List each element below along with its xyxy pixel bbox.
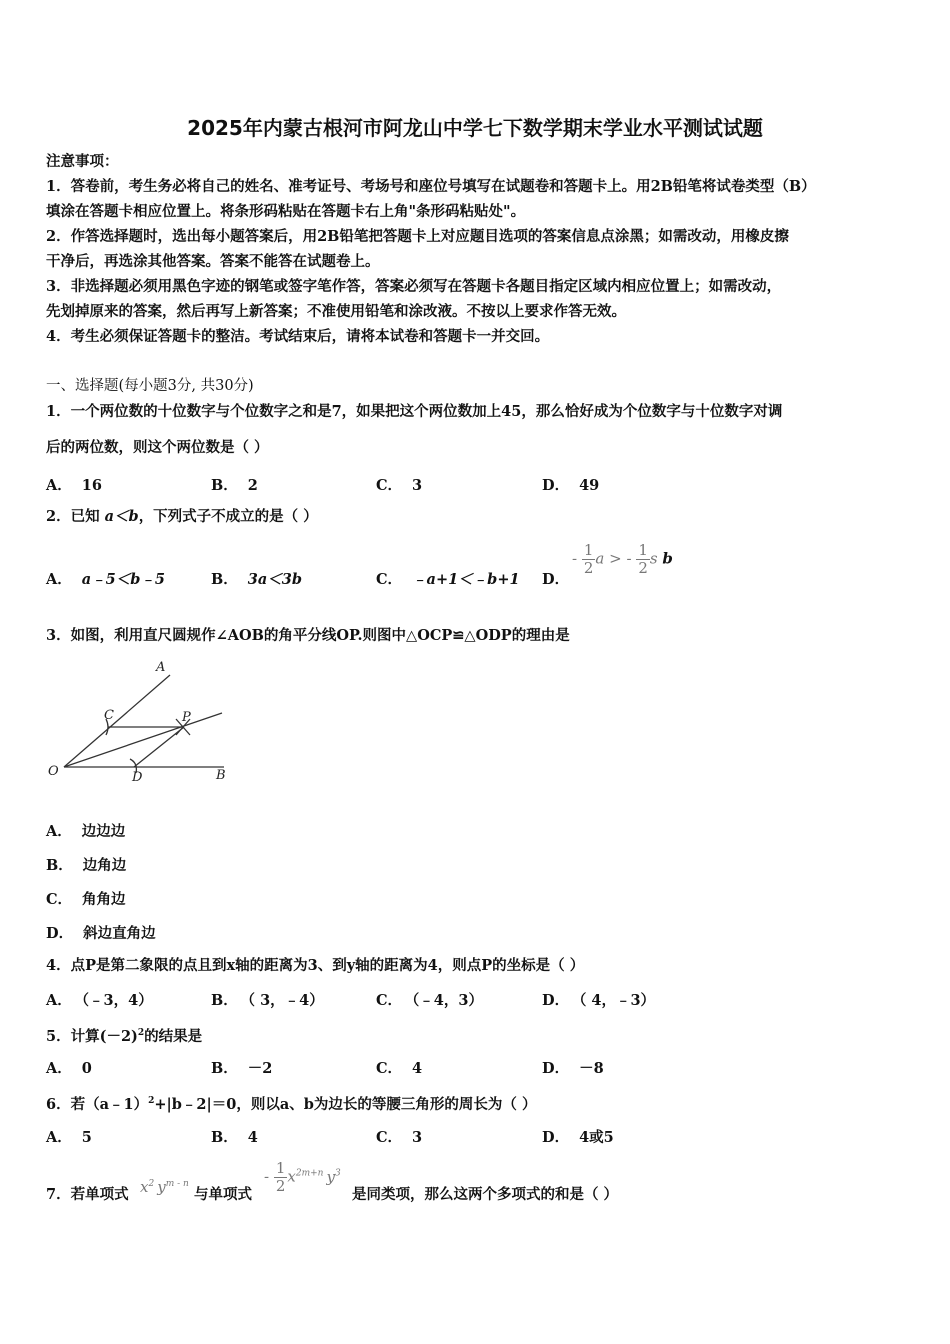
notice-line: 先划掉原来的答案，然后再写上新答案；不准使用铅笔和涂改液。不按以上要求作答无效。 <box>46 303 626 320</box>
q2-option-b: B． 3a＜3b <box>211 571 302 588</box>
notice-line: 填涂在答题卡相应位置上。将条形码粘贴在答题卡右上角"条形码粘贴处"。 <box>46 203 526 220</box>
q4-option-d: D． （ 4，﹣3） <box>542 992 656 1009</box>
segment-dp <box>134 727 184 767</box>
q7-monomial-1: $x^2$ $y^{m - n}$ <box>140 1178 189 1196</box>
label-o: O <box>48 764 59 779</box>
label-d: D <box>132 770 143 785</box>
question-2-stem: 2．已知 a＜b，下列式子不成立的是（ ） <box>46 508 318 525</box>
q3-option-d: D． 斜边直角边 <box>46 925 156 942</box>
q7-monomial-2: - $\frac{1}{2}$ $x^{2m+n}$ $y^3$ <box>264 1159 341 1195</box>
question-7-mid: 与单项式 <box>194 1186 252 1203</box>
section-heading: 一、选择题(每小题3分, 共30分) <box>46 378 254 394</box>
page-title: 2025年内蒙古根河市阿龙山中学七下数学期末学业水平测试试题 <box>187 116 763 140</box>
q5-option-a: A． 0 <box>46 1060 92 1077</box>
q6-option-a: A． 5 <box>46 1129 92 1146</box>
label-p: P <box>182 710 191 725</box>
ray-op <box>64 713 222 767</box>
notice-line: 4．考生必须保证答题卡的整洁。考试结束后，请将本试卷和答题卡一并交回。 <box>46 328 550 345</box>
q6-option-c: C． 3 <box>376 1129 423 1146</box>
question-6-stem: 6．若（a﹣1）$^2$+|b﹣2|＝0，则以a、b为边长的等腰三角形的周长为（ ） <box>46 1095 537 1113</box>
q2-option-d-math: - $\frac{1}{2}$ a > - $\frac{1}{2}$ s b <box>572 541 673 577</box>
q1-option-c: C． 3 <box>376 477 423 494</box>
q2-option-a: A． a﹣5＜b﹣5 <box>46 571 165 588</box>
q1-option-a: A． 16 <box>46 477 102 494</box>
q4-option-b: B． （ 3，﹣4） <box>211 992 324 1009</box>
q1-option-b: B． 2 <box>211 477 258 494</box>
question-1-line-2: 后的两位数，则这个两位数是（ ） <box>46 439 269 456</box>
q4-option-a: A． （﹣3，4） <box>46 992 153 1009</box>
ray-oa <box>64 675 170 767</box>
q2-option-c: C． ﹣a+1＜﹣b+1 <box>376 571 520 588</box>
question-5-stem: 5．计算$(-2)^2$的结果是 <box>46 1027 203 1045</box>
notice-line: 1．答卷前，考生务必将自己的姓名、准考证号、考场号和座位号填写在试题卷和答题卡上。用2B铅笔将试卷类型（B） <box>46 178 816 195</box>
q5-option-b: B． －2 <box>211 1060 273 1077</box>
notice-line: 3．非选择题必须用黑色字迹的钢笔或签字笔作答，答案必须写在答题卡各题目指定区域内相应位置上；如需改动， <box>46 278 782 295</box>
q1-option-d: D． 49 <box>542 477 600 494</box>
notice-heading: 注意事项： <box>46 153 119 170</box>
q4-option-c: C． （﹣4，3） <box>376 992 483 1009</box>
q3-option-b: B． 边角边 <box>46 857 127 874</box>
question-4-stem: 4．点P是第二象限的点且到x轴的距离为3、到y轴的距离为4，则点P的坐标是（ ） <box>46 957 585 974</box>
label-a: A <box>156 660 166 675</box>
q3-option-a: A． 边边边 <box>46 823 126 840</box>
label-b: B <box>216 768 226 783</box>
angle-bisector-figure <box>44 655 234 785</box>
question-7-suffix: 是同类项，那么这两个多项式的和是（ ） <box>352 1186 619 1203</box>
notice-line: 2．作答选择题时，选出每小题答案后，用2B铅笔把答题卡上对应题目选项的答案信息点涂黑；如需改动，用橡皮擦 <box>46 228 789 245</box>
question-3-stem: 3．如图，利用直尺圆规作∠AOB的角平分线OP.则图中△OCP≌△ODP的理由是 <box>46 627 570 644</box>
question-7-prefix: 7．若单项式 <box>46 1186 129 1203</box>
q6-option-d: D． 4或5 <box>542 1129 614 1146</box>
q5-option-d: D． －8 <box>542 1060 604 1077</box>
q6-option-b: B． 4 <box>211 1129 258 1146</box>
label-c: C <box>104 708 114 723</box>
q2-option-d-label: D． <box>542 571 570 588</box>
q3-option-c: C． 角角边 <box>46 891 126 908</box>
notice-line: 干净后，再选涂其他答案。答案不能答在试题卷上。 <box>46 253 380 270</box>
q5-option-c: C． 4 <box>376 1060 423 1077</box>
question-1-line-1: 1．一个两位数的十位数字与个位数字之和是7，如果把这个两位数加上45，那么恰好成为个位数字与十位数字对调 <box>46 403 783 420</box>
